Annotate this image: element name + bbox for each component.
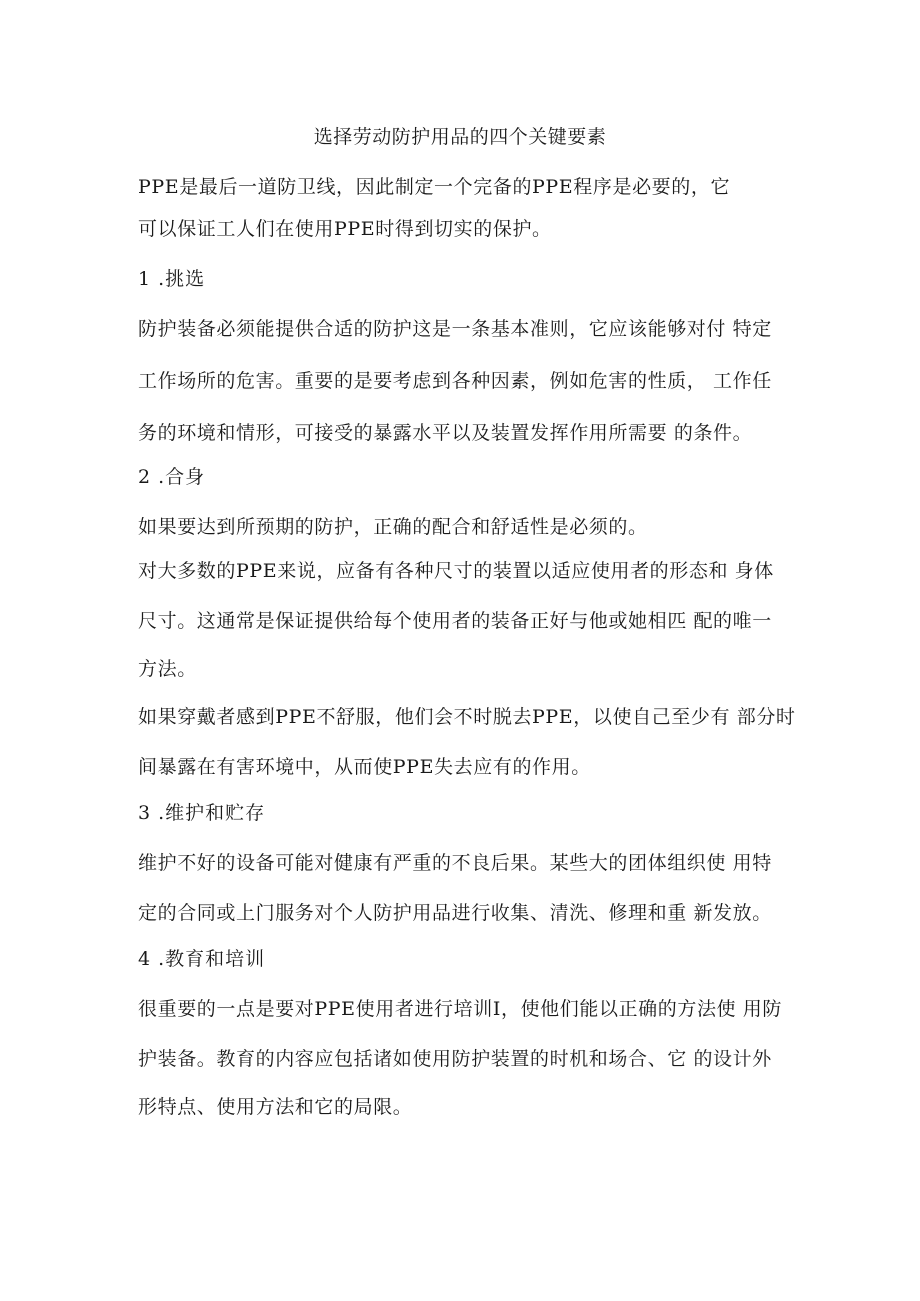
paragraph-line-training-3: 形特点、使用方法和它的局限。 <box>138 1096 413 1118</box>
paragraph-line-intro-2: 可以保证工人们在使用PPE时得到切实的保护。 <box>138 218 552 240</box>
document-title: 选择劳动防护用品的四个关键要素 <box>313 126 607 148</box>
paragraph-line-fit-3: 尺寸。这通常是保证提供给每个使用者的装备正好与他或她相匹 配的唯一 <box>138 610 772 632</box>
paragraph-line-intro-1: PPE是最后一道防卫线，因此制定一个完备的PPE程序是必要的，它 <box>138 176 731 198</box>
paragraph-line-maintenance-2: 定的合同或上门服务对个人防护用品进行收集、清洗、修理和重 新发放。 <box>138 902 772 924</box>
paragraph-line-fit-1: 如果要达到所预期的防护，正确的配合和舒适性是必须的。 <box>138 516 648 538</box>
paragraph-line-training-2: 护装备。教育的内容应包括诸如使用防护装置的时机和场合、它 的设计外 <box>138 1048 772 1070</box>
section-heading-selection: 1 .挑选 <box>138 268 206 290</box>
paragraph-line-fit-4: 方法。 <box>138 658 197 680</box>
section-heading-training: 4 .教育和培训 <box>138 948 266 970</box>
paragraph-line-selection-1: 防护装备必须能提供合适的防护这是一条基本准则，它应该能够对付 特定 <box>138 318 772 340</box>
paragraph-line-fit-6: 间暴露在有害环境中，从而使PPE失去应有的作用。 <box>138 756 591 778</box>
paragraph-line-maintenance-1: 维护不好的设备可能对健康有严重的不良后果。某些大的团体组织使 用特 <box>138 852 772 874</box>
paragraph-line-selection-3: 务的环境和情形，可接受的暴露水平以及装置发挥作用所需要 的条件。 <box>138 422 753 444</box>
paragraph-line-fit-5: 如果穿戴者感到PPE不舒服，他们会不时脱去PPE，以使自己至少有 部分时 <box>138 706 796 728</box>
paragraph-line-training-1: 很重要的一点是要对PPE使用者进行培训I，使他们能以正确的方法使 用防 <box>138 998 782 1020</box>
paragraph-line-selection-2: 工作场所的危害。重要的是要考虑到各种因素，例如危害的性质， 工作任 <box>138 370 772 392</box>
paragraph-line-fit-2: 对大多数的PPE来说，应备有各种尺寸的装置以适应使用者的形态和 身体 <box>138 560 774 582</box>
section-heading-fit: 2 .合身 <box>138 466 206 488</box>
section-heading-maintenance: 3 .维护和贮存 <box>138 802 266 824</box>
